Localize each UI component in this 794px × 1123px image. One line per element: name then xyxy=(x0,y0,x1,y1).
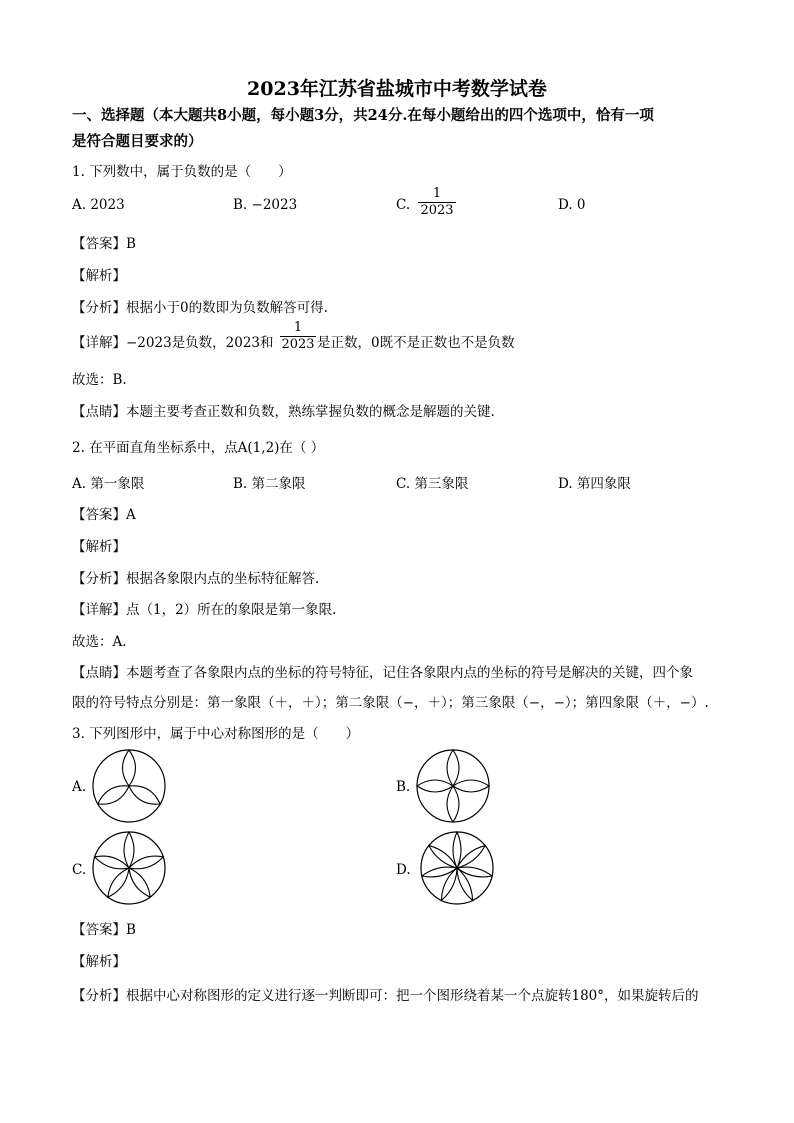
q3-stem: 3. 下列图形中，属于中心对称图形的是（ ） xyxy=(72,726,360,742)
q3-figure-b xyxy=(416,749,490,823)
q3-label-d: D. xyxy=(396,862,411,878)
fraction-denominator: 2023 xyxy=(281,337,315,352)
fraction-numerator: 1 xyxy=(293,320,303,335)
q3-figure-c xyxy=(92,831,166,905)
q1-choose: 故选：B. xyxy=(72,372,127,388)
q3-label-a: A. xyxy=(72,779,87,795)
q1-option-c: C. xyxy=(396,197,411,213)
q1-analysis: 【解析】 xyxy=(72,268,126,284)
q3-fenxi: 【分析】根据中心对称图形的定义进行逐一判断即可：把一个图形绕着某一个点旋转180°，如果旋转后的 xyxy=(72,988,699,1004)
q2-fenxi: 【分析】根据各象限内点的坐标特征解答. xyxy=(72,571,320,587)
q3-analysis: 【解析】 xyxy=(72,954,126,970)
page-title: 2023年江苏省盐城市中考数学试卷 xyxy=(247,78,547,100)
fraction-denominator: 2023 xyxy=(420,203,454,218)
q2-stem: 2. 在平面直角坐标系中，点A(1,2)在（ ） xyxy=(72,440,325,456)
q2-option-c: C. 第三象限 xyxy=(396,476,469,492)
q2-option-b: B. 第二象限 xyxy=(233,476,306,492)
fraction-numerator: 1 xyxy=(432,186,442,201)
q1-stem: 1. 下列数中，属于负数的是（ ） xyxy=(72,164,292,180)
q1-answer: 【答案】B xyxy=(72,236,136,252)
q1-detail-part2: 是正数，0既不是正数也不是负数 xyxy=(317,335,515,351)
q2-analysis: 【解析】 xyxy=(72,539,126,555)
q2-option-a: A. 第一象限 xyxy=(72,476,145,492)
q3-label-c: C. xyxy=(72,862,87,878)
q1-comment: 【点睛】本题主要考查正数和负数，熟练掌握负数的概念是解题的关键. xyxy=(72,404,495,420)
q1-option-d: D. 0 xyxy=(558,197,586,213)
q2-choose: 故选：A. xyxy=(72,634,127,650)
q2-detail: 【详解】点（1，2）所在的象限是第一象限. xyxy=(72,602,337,618)
q2-comment-line2: 限的符号特点分别是：第一象限（＋，＋）；第二象限（−，＋）；第三象限（−，−）；第四象限（＋，−）. xyxy=(72,695,709,711)
q3-label-b: B. xyxy=(396,779,411,795)
q2-option-d: D. 第四象限 xyxy=(558,476,631,492)
q1-option-a: A. 2023 xyxy=(72,197,125,213)
q1-option-c-fraction xyxy=(418,186,456,219)
q1-fenxi: 【分析】根据小于0的数即为负数解答可得. xyxy=(72,300,328,316)
q3-figure-a xyxy=(92,749,166,823)
section-heading-line1: 一、选择题（本大题共8小题，每小题3分，共24分.在每小题给出的四个选项中，恰有一项 xyxy=(72,107,654,124)
q3-answer: 【答案】B xyxy=(72,922,136,938)
q1-option-b: B. −2023 xyxy=(233,197,298,213)
section-heading-line2: 是符合题目要求的） xyxy=(72,133,203,150)
q2-comment-line1: 【点睛】本题考查了各象限内点的坐标的符号特征，记住各象限内点的坐标的符号是解决的关键，四个象 xyxy=(72,665,693,681)
q3-figure-d xyxy=(420,831,494,905)
q1-detail-fraction xyxy=(280,320,316,353)
q2-answer: 【答案】A xyxy=(72,507,136,523)
q1-detail-part1: 【详解】−2023是负数，2023和 xyxy=(72,335,274,351)
